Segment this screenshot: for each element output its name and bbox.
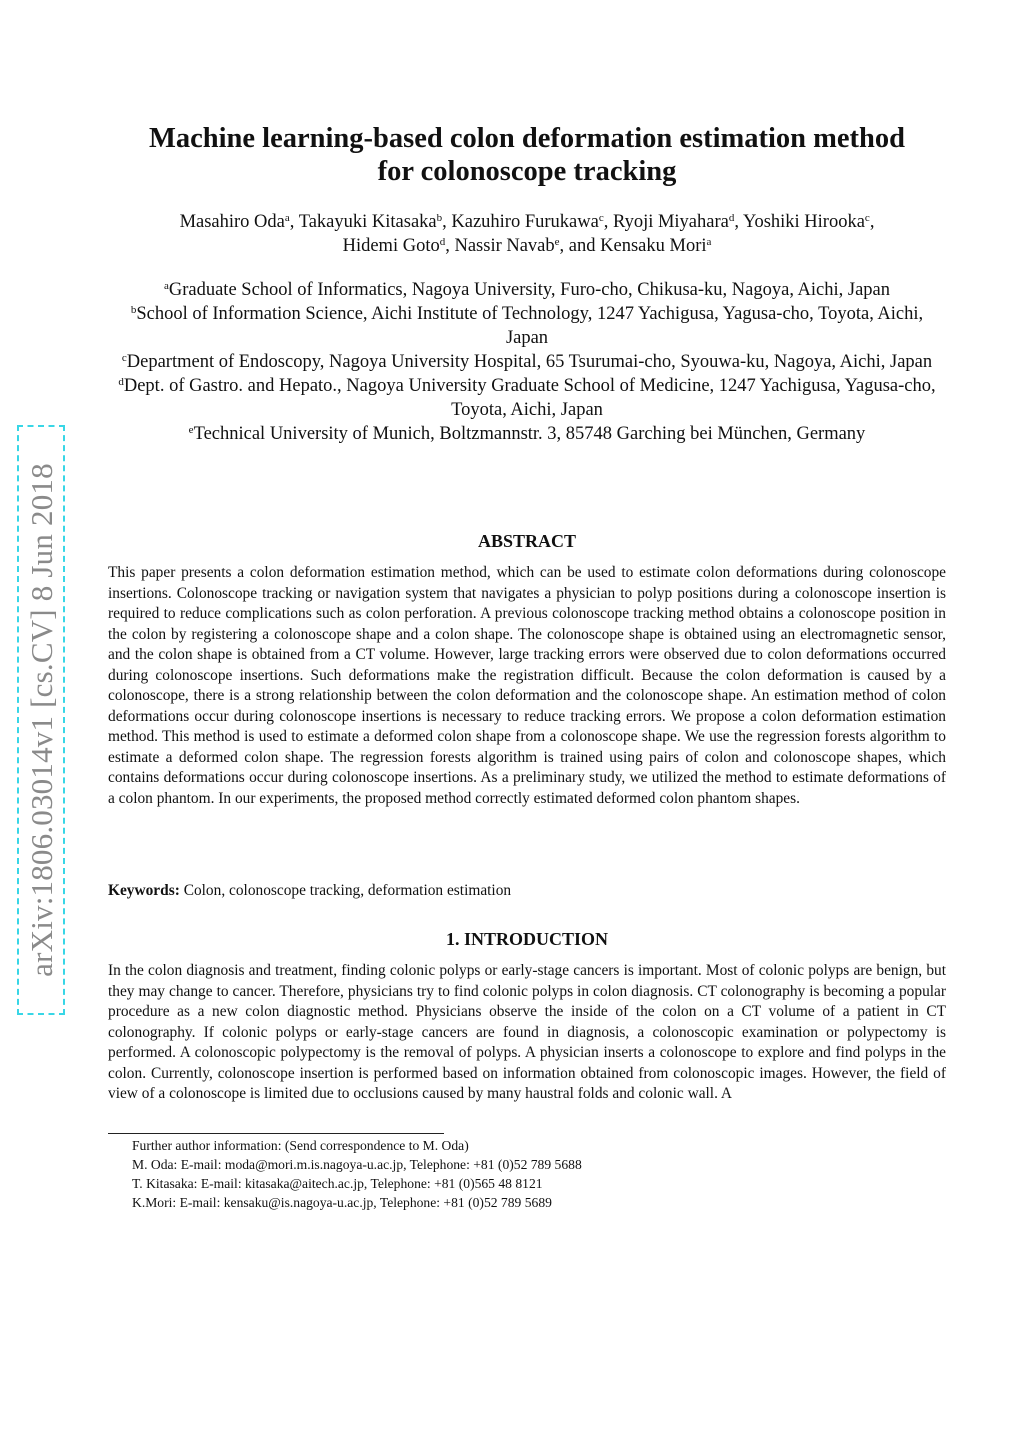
affiliation: $^d$Dept. of Gastro. and Hepato., Nagoya University Graduate School of Medicine, 1247 Yachigusa, Yagusa-cho, Toyota, Aichi, Japan <box>118 376 936 420</box>
affiliation: $^b$School of Information Science, Aichi Institute of Technology, 1247 Yachigusa, Yagusa-cho, Toyota, Aichi, Japan <box>130 304 924 348</box>
affiliation-marker: d <box>728 212 735 224</box>
author: Kazuhiro Furukawa$^c$, <box>451 212 613 232</box>
introduction-text: In the colon diagnosis and treatment, finding colonic polyps or early-stage cancers is important. Most of colonic polyps are benign, but they may change to cancer. Therefore, physicians try to find colonic polyps in colon diagnosis. CT colonography is becoming a popular procedure as a new colon diagnostic method. Physicians observe the inside of the colon on a CT volume of a patient in CT colonography. If colonic polyps or early-stage cancers are found in diagnosis, a colonoscopic examination or polypectomy is performed. A colonoscopic polypectomy is the removal of polyps. A physician inserts a colonoscope to explore and find polyps in the colon. Currently, colonoscope insertion is performed based on information obtained from colonoscopic images. However, the field of view of a colonoscope is limited due to occlusions caused by many haustral folds and colonic wall. A <box>108 962 946 1102</box>
author: Kensaku Mori$^a$ <box>600 236 712 256</box>
title-line-2: for colonoscope tracking <box>377 156 677 187</box>
footnote: Further author information: (Send correspondence to M. Oda) <box>132 1138 469 1153</box>
author: Masahiro Oda$^a$, <box>179 212 299 232</box>
keywords-label: Keywords: <box>108 882 180 899</box>
affiliation-marker: c <box>598 212 604 224</box>
footnote: K.Mori: E-mail: kensaku@is.nagoya-u.ac.jp, Telephone: +81 (0)52 789 5689 <box>132 1195 552 1210</box>
footnote: T. Kitasaka: E-mail: kitasaka@aitech.ac.jp, Telephone: +81 (0)565 48 8121 <box>132 1176 543 1191</box>
abstract-heading: ABSTRACT <box>477 531 577 551</box>
author: Takayuki Kitasaka$^b$, <box>298 212 452 232</box>
affiliation: $^c$Department of Endoscopy, Nagoya University Hospital, 65 Tsurumai-cho, Syouwa-ku, Nagoya, Aichi, Japan <box>121 352 933 372</box>
affiliation: $^a$Graduate School of Informatics, Nagoya University, Furo-cho, Chikusa-ku, Nagoya, Aichi, Japan <box>163 280 891 300</box>
footnote: M. Oda: E-mail: moda@mori.m.is.nagoya-u.ac.jp, Telephone: +81 (0)52 789 5688 <box>132 1157 582 1172</box>
affiliation-marker: c <box>864 212 870 224</box>
author: Hidemi Goto$^d$, <box>342 236 455 256</box>
author: Yoshiki Hirooka$^c$, <box>742 212 875 232</box>
abstract-text: This paper presents a colon deformation estimation method, which can be used to estimate colon deformations during colonoscope insertions. Colonoscope tracking or navigation system that navigates a physician to polyp positions during a colonoscope insertion is required to reduce complications such as colon perforation. A previous colonoscope tracking method obtains a colonoscope position in the colon by registering a colonoscope shape and a colon shape. The colonoscope shape is obtained using an electromagnetic sensor, and the colon shape is obtained from a CT volume. However, large tracking errors were observed due to colon deformations occurred during colonoscope insertions. Such deformations make the registration difficult. Because the colon deformation is caused by a colonoscope, there is a strong relationship between the colon deformation and the colonoscope shape. An estimation method of colon deformations occur during colonoscope insertions is necessary to reduce tracking errors. We propose a colon deformation estimation method. This method is used to estimate a deformed colon shape from a colonoscope shape. We use the regression forests algorithm to estimate a deformed colon shape. The regression forests algorithm is trained using pairs of colon and colonoscope shapes, which contains deformations occur during colonoscope insertions. As a preliminary study, we utilized the method to estimate deformations of a colon phantom. In our experiments, the proposed method correctly estimated deformed colon phantom shapes. <box>108 564 946 807</box>
footnotes <box>132 1136 952 1212</box>
affiliation-list <box>110 278 944 446</box>
footnote-rule <box>108 1133 444 1134</box>
affiliation-marker: d <box>439 236 446 248</box>
affiliation-marker: b <box>436 212 443 224</box>
paper-title <box>90 122 964 188</box>
introduction-heading: 1. INTRODUCTION <box>445 929 609 949</box>
keywords-text: Colon, colonoscope tracking, deformation estimation <box>183 882 512 899</box>
title-line-1: Machine learning-based colon deformation estimation method <box>148 123 905 154</box>
affiliation: $^e$Technical University of Munich, Boltzmannstr. 3, 85748 Garching bei München, Germany <box>188 424 866 444</box>
author: Nassir Navab$^e$, and <box>454 236 601 256</box>
author-list <box>100 210 954 258</box>
author: Ryoji Miyahara$^d$, <box>612 212 743 232</box>
affiliation-marker: a <box>284 212 290 224</box>
keywords <box>108 881 946 901</box>
affiliation-marker: a <box>706 236 712 248</box>
affiliation-marker: e <box>554 236 560 248</box>
arxiv-stamp[interactable]: arXiv:1806.03014v1 [cs.CV] 8 Jun 2018 <box>24 463 59 977</box>
